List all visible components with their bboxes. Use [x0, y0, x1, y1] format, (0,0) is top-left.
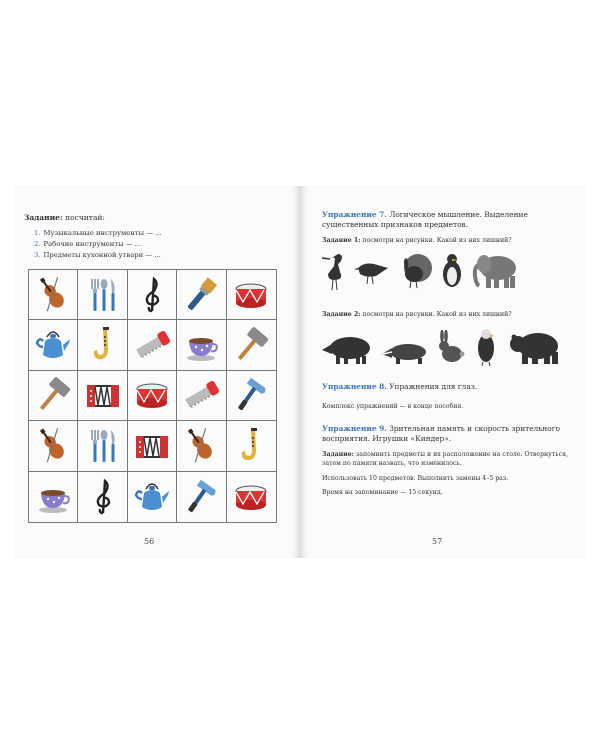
- grid-cell: [78, 421, 127, 471]
- grid-cell: [29, 421, 78, 471]
- teapot-icon: [132, 477, 172, 517]
- task-2: Задание 2: посмотри на рисунки. Какой из них лишний?: [322, 311, 512, 318]
- teapot-icon: [33, 325, 73, 365]
- grid-cell: [128, 421, 177, 471]
- saw-icon: [181, 375, 221, 415]
- grid-cell: [78, 371, 127, 421]
- eagle-icon: [472, 326, 500, 366]
- grid-cell: [177, 320, 226, 370]
- grid-cell: [29, 270, 78, 320]
- treble-clef-icon: [132, 275, 172, 315]
- grid-cell: [128, 270, 177, 320]
- drum-icon: [231, 275, 271, 315]
- exercise-9-title: Упражнение 9. Зрительная память и скорость зрительного восприятия. Игрушки «Киндер».: [322, 424, 561, 443]
- grid-cell: [177, 421, 226, 471]
- grid-cell: [227, 371, 276, 421]
- exercise-7-title: Упражнение 7. Логическое мышление. Выделение существенных признаков предметов.: [322, 210, 528, 229]
- count-item: 2. Рабочие инструменты — ...: [34, 240, 142, 248]
- task-1: Задание 1: посмотри на рисунки. Какой из них лишний?: [322, 237, 512, 244]
- birds-row: [320, 250, 522, 290]
- teacup-icon: [181, 325, 221, 365]
- violin-icon: [181, 426, 221, 466]
- hammer-icon: [231, 375, 271, 415]
- grid-cell: [177, 472, 226, 522]
- penguin-icon: [440, 250, 464, 290]
- saxophone-icon: [231, 426, 271, 466]
- grid-cell: [29, 320, 78, 370]
- grid-cell: [78, 270, 127, 320]
- saxophone-icon: [83, 325, 123, 365]
- grid-cell: [29, 472, 78, 522]
- grid-cell: [227, 472, 276, 522]
- exercise-9-line-3: Время на запоминание — 15 секунд.: [322, 489, 443, 496]
- grid-cell: [78, 472, 127, 522]
- accordion-icon: [83, 375, 123, 415]
- accordion-icon: [132, 426, 172, 466]
- hammer-icon: [181, 477, 221, 517]
- page-number: 56: [144, 537, 155, 546]
- animals-row: [320, 326, 564, 366]
- mallet-icon: [231, 325, 271, 365]
- grid-cell: [177, 270, 226, 320]
- page-number: 57: [432, 537, 443, 546]
- right-page: [300, 186, 586, 558]
- turkey-icon: [396, 250, 434, 290]
- book-spread: [14, 186, 586, 558]
- violin-icon: [33, 275, 73, 315]
- grid-cell: [128, 320, 177, 370]
- grid-cell: [227, 270, 276, 320]
- grid-cell: [78, 320, 127, 370]
- exercise-8-title: Упражнение 8. Упражнения для глаз.: [322, 382, 478, 391]
- picture-grid: [28, 269, 277, 523]
- cutlery-icon: [83, 275, 123, 315]
- treble-clef-icon: [83, 477, 123, 517]
- saw-icon: [132, 325, 172, 365]
- task-heading: Задание: посчитай:: [24, 213, 105, 222]
- stork-icon: [320, 250, 348, 290]
- count-list: [34, 228, 162, 261]
- count-item: 3. Предметы кухонной утвари — ...: [34, 251, 161, 259]
- teacup-icon: [33, 477, 73, 517]
- elephant-icon: [470, 250, 522, 290]
- task-9: Задание: запомнить предметы и их расположение на столе. Отвернуться, затем по памяти назвать, что изменилось.: [322, 451, 568, 467]
- grid-cell: [177, 371, 226, 421]
- left-page: [14, 186, 300, 558]
- grid-cell: [128, 371, 177, 421]
- badger-icon: [380, 330, 430, 366]
- hare-icon: [436, 330, 466, 366]
- cutlery-icon: [83, 426, 123, 466]
- crow-icon: [354, 250, 390, 290]
- boar-icon: [320, 330, 374, 366]
- violin-icon: [33, 426, 73, 466]
- exercise-9-line-2: Использовать 10 предметов. Выполнить замены 4–5 раз.: [322, 475, 509, 482]
- brush-icon: [181, 275, 221, 315]
- bear-icon: [506, 326, 564, 366]
- mallet-icon: [33, 375, 73, 415]
- grid-cell: [128, 472, 177, 522]
- drum-icon: [132, 375, 172, 415]
- grid-cell: [227, 421, 276, 471]
- grid-cell: [227, 320, 276, 370]
- drum-icon: [231, 477, 271, 517]
- grid-cell: [29, 371, 78, 421]
- count-item: 1. Музыкальные инструменты — ...: [34, 229, 162, 237]
- exercise-8-text: Комплекс упражнений — в конце пособия.: [322, 403, 464, 410]
